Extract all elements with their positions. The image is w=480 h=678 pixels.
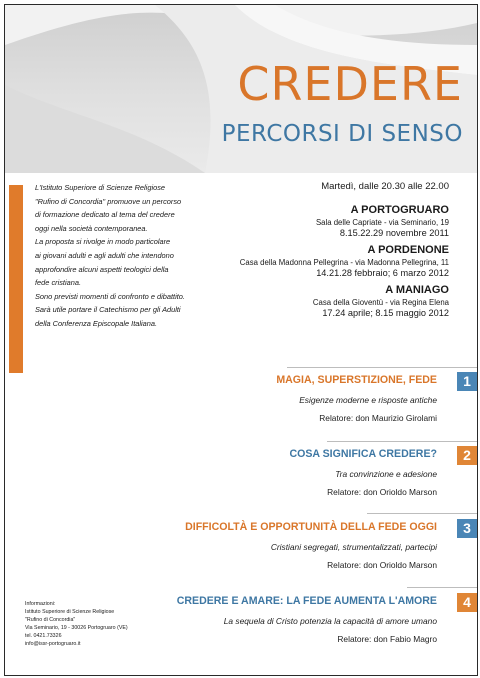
section-divider (287, 367, 477, 368)
topic-subtitle: Cristiani segregati, strumentalizzati, partecipi (270, 542, 437, 552)
main-title: CREDERE (237, 57, 463, 111)
topic-speaker: Relatore: don Fabio Magro (337, 634, 437, 644)
info-line: Istituto Superiore di Scienze Religiose (25, 608, 115, 615)
location-city: A PORTOGRUARO (350, 204, 449, 216)
info-line: tel. 0421.73326 (25, 632, 62, 639)
topic-3 (117, 521, 437, 570)
info-line: Via Seminario, 19 - 30026 Portogruaro (VE) (25, 624, 128, 631)
topic-1 (117, 374, 437, 423)
intro-line: Sono previsti momenti di confronto e dibattito. (35, 291, 185, 301)
header-banner (5, 5, 477, 173)
info-line: "Rufino di Concordia" (25, 616, 76, 623)
topic-speaker: Relatore: don Maurizio Girolami (319, 413, 437, 423)
topic-title: DIFFICOLTÀ E OPPORTUNITÀ DELLA FEDE OGGI (185, 521, 437, 533)
intro-line: L'Istituto Superiore di Scienze Religiose (35, 183, 165, 192)
subtitle: PERCORSI DI SENSO (221, 121, 463, 147)
topic-number-badge: 3 (457, 519, 477, 538)
section-divider (327, 441, 477, 442)
topic-subtitle: Esigenze moderne e risposte antiche (299, 395, 437, 405)
intro-line: Sarà utile portare il Catechismo per gli Adulti (35, 305, 181, 315)
intro-line: fede cristiana. (35, 278, 82, 288)
topic-number-badge: 2 (457, 446, 477, 465)
topic-number-badge: 4 (457, 593, 477, 612)
schedule (199, 181, 449, 324)
intro-line: La proposta si rivolge in modo particolare (35, 237, 171, 247)
contact-info (25, 601, 185, 648)
info-email: info@issr-portogruaro.it (25, 640, 81, 647)
info-line: Informazioni: (25, 601, 56, 607)
section-divider (367, 513, 477, 514)
topic-subtitle: Tra convinzione e adesione (335, 469, 437, 479)
intro-line: della Conferenza Episcopale Italiana. (35, 318, 158, 328)
topic-number-badge: 1 (457, 372, 477, 391)
intro-line: di formazione dedicato al tema del credere (35, 210, 175, 220)
location-dates: 17.24 aprile; 8.15 maggio 2012 (322, 308, 449, 318)
accent-bar (9, 185, 23, 373)
location-city: A PORDENONE (367, 244, 449, 256)
topic-title: MAGIA, SUPERSTIZIONE, FEDE (276, 374, 437, 386)
location-address: Casa della Gioventù - via Regina Elena (312, 298, 449, 307)
location-dates: 14.21.28 febbraio; 6 marzo 2012 (316, 268, 449, 278)
topic-speaker: Relatore: don Orioldo Marson (327, 560, 437, 570)
location-address: Sala delle Capriate - via Seminario, 19 (315, 218, 449, 227)
topic-speaker: Relatore: don Orioldo Marson (327, 487, 437, 497)
intro-line: approfondire alcuni aspetti teologici della (35, 264, 169, 274)
schedule-time: Martedì, dalle 20.30 alle 22.00 (321, 181, 449, 192)
topic-title: COSA SIGNIFICA CREDERE? (289, 448, 437, 460)
flyer-page (4, 4, 478, 676)
topic-2 (117, 448, 437, 497)
location-dates: 8.15.22.29 novembre 2011 (339, 228, 449, 238)
intro-line: ai giovani adulti e agli adulti che intendono (35, 250, 174, 260)
intro-text (35, 181, 215, 331)
intro-line: "Rufino di Concordia" promuove un percorso (35, 196, 182, 206)
topic-subtitle: La sequela di Cristo potenzia la capacità di amore umano (223, 616, 437, 626)
topic-title: CREDERE E AMARE: LA FEDE AUMENTA L'AMORE (176, 595, 437, 607)
location-address: Casa della Madonna Pellegrina - via Madonna Pellegrina, 11 (239, 258, 449, 267)
section-divider (407, 587, 477, 588)
intro-line: oggi nella società contemporanea. (35, 223, 148, 233)
location-city: A MANIAGO (385, 284, 449, 296)
